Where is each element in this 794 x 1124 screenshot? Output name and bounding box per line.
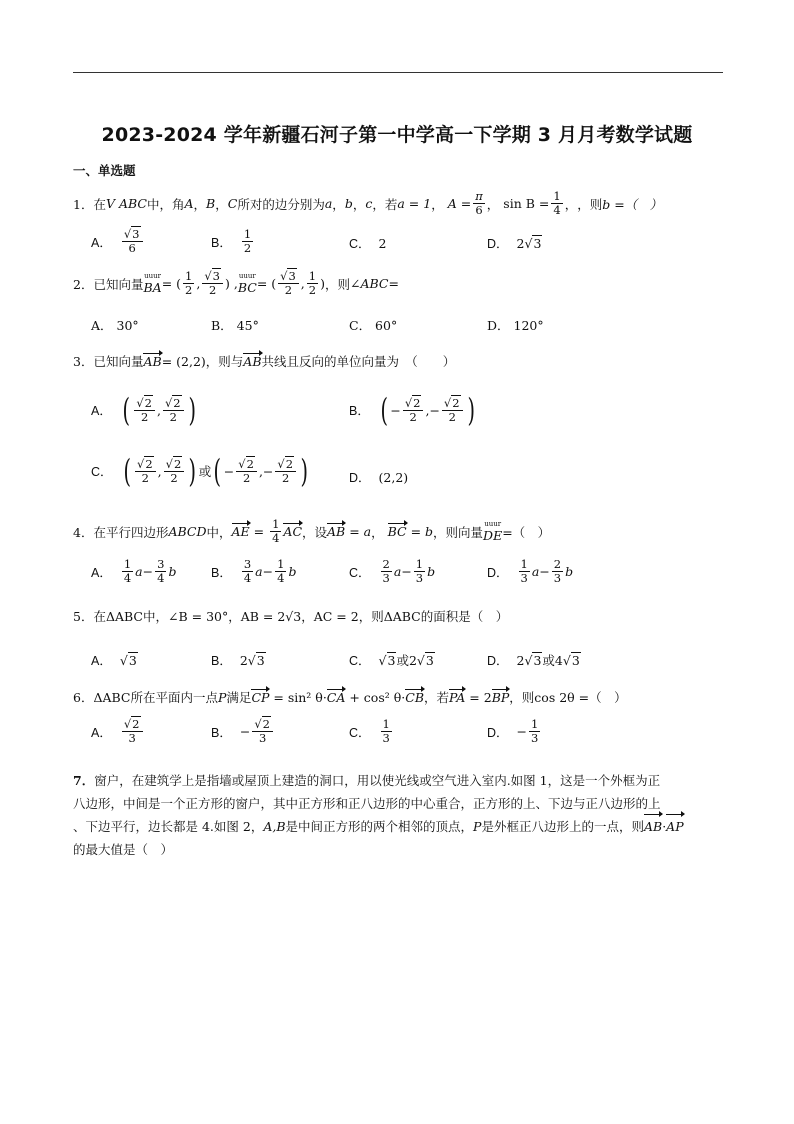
fraction-1-over-4: $\frac{1}{4}$ bbox=[553, 189, 561, 217]
q1-option-d[interactable]: D． 2 √3 bbox=[487, 235, 542, 251]
q1-option-b[interactable]: B． $\frac{1}{2}$ bbox=[211, 227, 252, 255]
q4-option-a[interactable]: A． $\frac{1}{4}$ a − $\frac{3}{4}$ b bbox=[91, 557, 177, 585]
q6-option-a[interactable]: A． $\frac{√2}{3}$ bbox=[91, 718, 145, 745]
fraction-pi-over-6: $\frac{\pi}{6}$ bbox=[475, 189, 483, 217]
question-6: 6．ΔABC所在平面内一点P满足CP = sin² θ·CA + cos² θ·CB，若PA = 2BP，则cos 2θ =（ ） bbox=[73, 690, 627, 705]
q4-option-d[interactable]: D． $\frac{1}{3}$ a − $\frac{2}{3}$ b bbox=[487, 557, 574, 585]
section-heading: 一、单选题 bbox=[73, 163, 136, 178]
question-4: 4． 在平行四边形 ABCD 中， AE = $\frac{1}{4}$ AC ，设 AB = a ， BC = b ，则向量 uuur DE =（ ） bbox=[73, 517, 551, 545]
q2-option-a[interactable]: A． 30° bbox=[91, 318, 139, 333]
q4-option-c[interactable]: C． $\frac{2}{3}$ a − $\frac{1}{3}$ b bbox=[349, 557, 436, 585]
q3-option-a[interactable]: A． ( $\frac{√2}{2}$ , $\frac{√2}{2}$ ) bbox=[91, 391, 196, 429]
q5-option-d[interactable]: D． 2 √3 或 4 √3 bbox=[487, 652, 580, 668]
q6-option-c[interactable]: C． $\frac{1}{3}$ bbox=[349, 717, 390, 745]
q3-option-b[interactable]: B． ( − $\frac{√2}{2}$ ,− $\frac{√2}{2}$ ) bbox=[349, 391, 475, 429]
q2-option-d[interactable]: D． 120° bbox=[487, 318, 544, 333]
q5-option-b[interactable]: B． 2 √3 bbox=[211, 652, 265, 668]
q1-option-a[interactable]: A． $\frac{√3}{6}$ bbox=[91, 228, 145, 255]
q5-option-a[interactable]: A． √3 bbox=[91, 652, 137, 668]
q5-option-c[interactable]: C． √3 或 2 √3 bbox=[349, 652, 434, 668]
page-title: 2023-2024 学年新疆石河子第一中学高一下学期 3 月月考数学试题 bbox=[101, 124, 693, 146]
q1-option-c[interactable]: C． 2 bbox=[349, 235, 387, 251]
q3-option-c[interactable]: C． ( $\frac{√2}{2}$ , $\frac{√2}{2}$ ) 或 ( − $\frac{√2}{2}$ ,− $\frac{√2}{2}$ ) bbox=[91, 452, 309, 490]
q6-option-d[interactable]: D． − $\frac{1}{3}$ bbox=[487, 717, 539, 745]
question-2: 2． 已知向量 uuur BA = ( $\frac{1}{2}$ , $\frac{√3}{2}$ ) , uuur BC = ( $\frac{√3}{2}$ , $\frac{1}{2}$ ) ，则 ∠ABC= bbox=[73, 269, 399, 297]
question-3: 3．已知向量AB= (2,2)，则与AB共线且反向的单位向量为 （ ） bbox=[73, 354, 456, 369]
top-rule bbox=[73, 72, 723, 73]
q6-option-b[interactable]: B． − $\frac{√2}{3}$ bbox=[211, 718, 275, 745]
question-7: 7．窗户，在建筑学上是指墙或屋顶上建造的洞口，用以使光线或空气进入室内.如图 1，这是一个外框为正 八边形，中间是一个正方形的窗户，其中正方形和正八边形的中心重合，正方形的上、下边与正八边形的上 、下边平行，边长都是 4.如图 2，A,B是中间正方形的两个相邻的顶点，P是外框正八边形上的一点，则AB·AP 的最大值是（ ） bbox=[73, 773, 684, 857]
q3-option-d[interactable]: D． (2,2) bbox=[349, 469, 409, 485]
question-5: 5．在ΔABC中，∠B = 30°，AB = 2√3，AC = 2，则ΔABC的面积是（ ） bbox=[73, 609, 509, 624]
q4-option-b[interactable]: B． $\frac{3}{4}$ a − $\frac{1}{4}$ b bbox=[211, 557, 297, 585]
question-1: 1． 在 V ABC 中，角 A ， B ， C 所对的边分别为 a ， b ， c ，若 a = 1 ， A = $\frac{\pi}{6}$ ， sin B = $\frac{1}{4}$ ， ，则 b =（ ） bbox=[73, 189, 663, 217]
q2-option-c[interactable]: C． 60° bbox=[349, 318, 398, 333]
q2-option-b[interactable]: B． 45° bbox=[211, 318, 259, 333]
